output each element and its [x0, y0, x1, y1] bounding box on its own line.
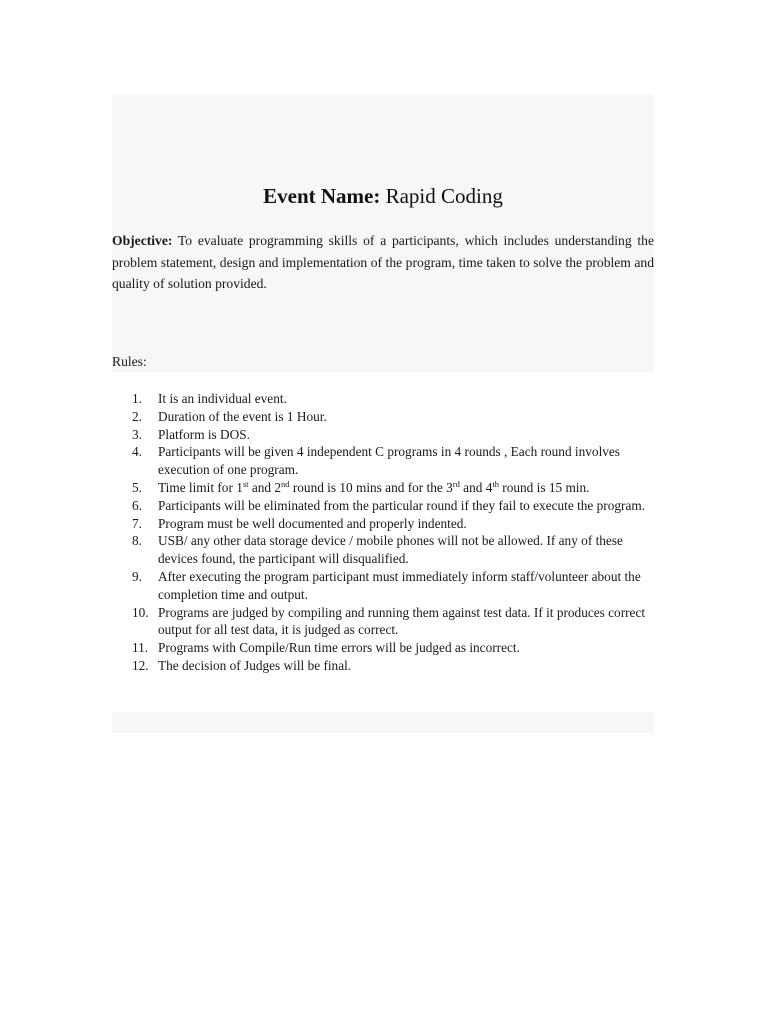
rule-number: 8.	[132, 533, 142, 549]
ordinal-suffix: th	[492, 478, 499, 489]
ordinal-suffix: nd	[281, 478, 290, 489]
rule-text	[158, 480, 589, 495]
rule-text: Participants will be given 4 independent C programs in 4 rounds , Each round involves execution of one program.	[158, 444, 620, 478]
rule-item	[112, 639, 657, 657]
rule-text-part: Time limit for 1	[158, 479, 243, 495]
rule-text: Program must be well documented and properly indented.	[158, 515, 467, 531]
rule-number: 2.	[132, 408, 142, 424]
rule-item	[112, 515, 657, 533]
rule-number: 11.	[132, 640, 149, 656]
rules-heading: Rules:	[112, 354, 147, 369]
rule-item	[112, 479, 657, 497]
objective-paragraph	[112, 230, 654, 295]
rule-item	[112, 657, 657, 675]
rule-item	[112, 568, 657, 604]
objective-label: Objective:	[112, 233, 173, 248]
rule-item	[112, 443, 657, 479]
rule-number: 12.	[132, 657, 149, 673]
rule-text: Duration of the event is 1 Hour.	[158, 408, 327, 424]
rule-number: 1.	[132, 391, 142, 406]
document-title	[112, 182, 654, 210]
rule-number: 5.	[132, 479, 142, 495]
rules-list	[112, 390, 657, 675]
rule-text: Participants will be eliminated from the particular round if they fail to execute the program.	[158, 497, 646, 513]
title-value: Rapid Coding	[385, 184, 503, 208]
rule-text-part: round is 15 min.	[498, 479, 590, 495]
rule-text: Programs are judged by compiling and running them against test data. If it produces correct output for all test data, it is judged as correct.	[158, 604, 646, 638]
rule-item	[112, 426, 657, 444]
rule-number: 3.	[132, 426, 142, 442]
rule-number: 7.	[132, 515, 142, 531]
rule-item	[112, 408, 657, 426]
rule-number: 4.	[132, 444, 142, 460]
rule-text-part: and 4	[459, 479, 493, 495]
rule-text: Programs with Compile/Run time errors will be judged as incorrect.	[158, 640, 520, 656]
rule-text-part: round is 10 mins and for the 3	[289, 479, 453, 495]
rule-number: 9.	[132, 568, 142, 584]
rule-text: USB/ any other data storage device / mobile phones will not be allowed. If any of these devices found, the participant will disqualified.	[158, 533, 623, 567]
rule-text: The decision of Judges will be final.	[158, 657, 352, 673]
rule-item	[112, 497, 657, 515]
rule-text: Platform is DOS.	[158, 426, 250, 442]
rule-item	[112, 604, 657, 640]
rule-item	[112, 390, 657, 408]
rule-text: It is an individual event.	[158, 391, 287, 406]
title-label: Event Name:	[263, 184, 381, 208]
rule-number: 10.	[132, 604, 149, 620]
rule-number: 6.	[132, 497, 142, 513]
rule-text-part: and 2	[248, 479, 282, 495]
ordinal-suffix: rd	[452, 478, 460, 489]
footer-shading	[112, 712, 654, 733]
ordinal-suffix: st	[242, 478, 249, 489]
rule-text: After executing the program participant must immediately inform staff/volunteer about the completion time and output.	[158, 568, 641, 602]
rule-item	[112, 532, 657, 568]
objective-text: To evaluate programming skills of a participants, which includes understanding the problem statement, design and implementation of the program, time taken to solve the problem and quality of solution provided.	[112, 233, 655, 292]
